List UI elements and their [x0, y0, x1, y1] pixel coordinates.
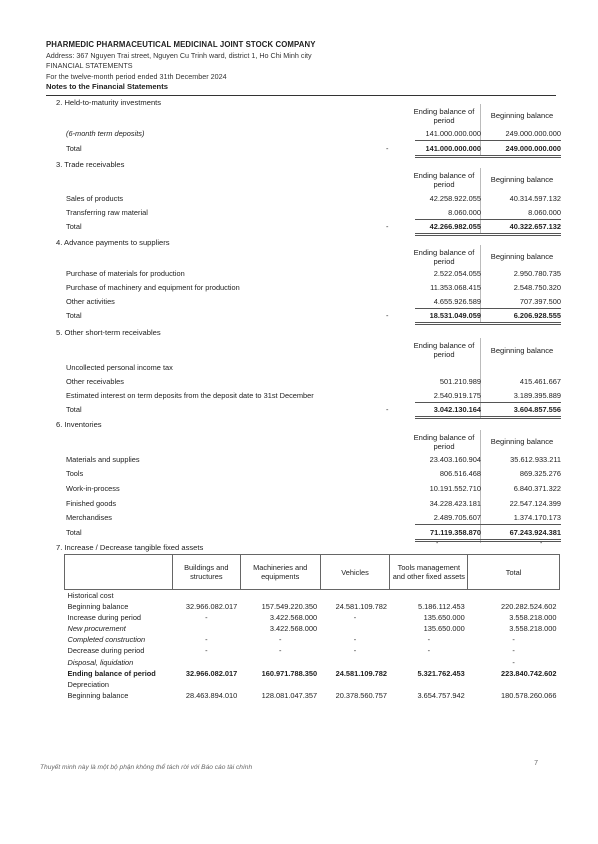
table-row: Other receivables 501.210.989 415.461.667	[66, 377, 561, 386]
row-label: New procurement	[67, 624, 126, 634]
row-label: Beginning balance	[67, 602, 129, 612]
table-cell: -	[427, 635, 431, 645]
table-cell: -	[278, 635, 282, 645]
table-cell: -	[353, 613, 357, 623]
table-row	[65, 612, 560, 623]
fixed-assets-body	[65, 590, 560, 701]
subtotal-rule	[415, 524, 561, 525]
table-cell: -	[205, 646, 208, 656]
section-title: 3. Trade receivables	[56, 160, 125, 169]
table-cell: 128.081.047.357	[261, 690, 318, 700]
header-rule	[46, 95, 556, 96]
section-title: 4. Advance payments to suppliers	[56, 238, 170, 247]
row-label: Decrease during period	[67, 646, 145, 656]
table-cell	[390, 679, 468, 690]
table-cell	[468, 679, 560, 690]
table-cell: -	[205, 635, 208, 645]
fixed-assets-table	[64, 554, 560, 701]
total-row: Total 71.119.358.870 67.243.924.381	[66, 528, 561, 537]
table-cell: -	[353, 635, 357, 645]
total-double-rule	[415, 322, 561, 325]
table-cell	[172, 656, 240, 667]
table-row: Sales of products 42.258.922.055 40.314.597.132	[66, 194, 561, 203]
company-name: PHARMEDIC PHARMACEUTICAL MEDICINAL JOINT STOCK COMPANY	[46, 40, 316, 49]
table-header-row	[65, 555, 560, 590]
notes-title: Notes to the Financial Statements	[46, 82, 168, 91]
table-cell: 3.558.218.000	[509, 624, 557, 634]
table-cell: -	[512, 635, 515, 645]
table-cell	[468, 590, 560, 602]
table-row	[65, 656, 560, 667]
row-label: Beginning balance	[67, 690, 129, 700]
document-header	[46, 40, 566, 93]
col-header-beginning: Beginning balance	[490, 346, 554, 355]
subtotal-rule	[415, 308, 561, 309]
table-cell: 3.654.757.942	[417, 690, 465, 700]
table-cell: 135.650.000	[423, 613, 465, 623]
section-title: 6. Inventories	[56, 420, 102, 429]
col-header-ending: Ending balance of period	[413, 248, 475, 266]
table-cell: 5.186.112.453	[418, 602, 465, 612]
table-row	[65, 601, 560, 612]
table-cell: 135.650.000	[423, 624, 465, 634]
table-cell: 157.549.220.350	[261, 602, 318, 612]
table-cell: 20.378.560.757	[335, 690, 387, 700]
col-header-ending: Ending balance of period	[413, 171, 475, 189]
table-cell	[172, 679, 240, 690]
table-cell	[240, 679, 320, 690]
table-cell: 32.966.082.017	[185, 602, 238, 612]
table-row	[65, 679, 560, 690]
table-cell: 24.581.109.782	[335, 668, 387, 678]
table-row: Purchase of materials for production 2.522.054.055 2.950.780.735	[66, 269, 561, 278]
section-title: 5. Other short-term receivables	[56, 328, 161, 337]
total-double-rule	[415, 416, 561, 419]
table-row: Tools 806.516.468 869.325.276	[66, 469, 561, 478]
table-cell: -	[353, 646, 357, 656]
subtotal-rule	[415, 402, 561, 403]
table-row: (6-month term deposits) 141.000.000.000 249.000.000.000	[66, 129, 561, 138]
table-row: Work-in-process 10.191.552.710 6.840.371.322	[66, 484, 561, 493]
table-cell: 223.840.742.602	[501, 668, 557, 678]
col-header-ending: Ending balance of period	[413, 341, 475, 359]
table-cell	[390, 590, 468, 602]
table-row: Uncollected personal income tax	[66, 363, 173, 372]
table-cell: 24.581.109.782	[335, 602, 387, 612]
statement-title: FINANCIAL STATEMENTS	[46, 61, 133, 70]
table-cell: -	[512, 646, 515, 656]
total-row: Total - 141.000.000.000 249.000.000.000	[66, 144, 561, 153]
total-row: Total - 3.042.130.164 3.604.857.556	[66, 405, 561, 414]
table-cell: -	[205, 613, 208, 623]
table-cell: 32.966.082.017	[185, 668, 238, 678]
table-row: Estimated interest on term deposits from the deposit date to 31st December 2.540.919.175 3.189.395.889	[66, 391, 561, 400]
total-double-rule	[415, 233, 561, 236]
col-header-beginning: Beginning balance	[490, 111, 554, 120]
table-row	[65, 623, 560, 634]
col-header-beginning: Beginning balance	[490, 175, 554, 184]
table-cell: 180.578.260.066	[501, 690, 557, 700]
table-row: Other activities 4.655.926.589 707.397.500	[66, 297, 561, 306]
page-number: 7	[534, 760, 538, 767]
table-row	[65, 634, 560, 645]
table-cell	[172, 623, 240, 634]
table-cell: -	[427, 646, 431, 656]
subtotal-rule	[415, 219, 561, 220]
company-address: Address: 367 Nguyen Trai street, Nguyen Cu Trinh ward, district 1, Ho Chi Minh city	[46, 50, 312, 60]
total-row: Total - 42.266.982.055 40.322.657.132	[66, 222, 561, 231]
table-cell: -	[278, 646, 282, 656]
table-cell: 220.282.524.602	[501, 602, 557, 612]
table-cell	[320, 590, 390, 602]
table-cell: 3.558.218.000	[509, 613, 557, 623]
dash-mark: -	[540, 540, 543, 547]
table-row: Merchandises 2.489.705.607 1.374.170.173	[66, 513, 561, 522]
table-cell: 28.463.894.010	[185, 690, 238, 700]
row-label: Depreciation	[67, 679, 109, 689]
table-row: Finished goods 34.228.423.181 22.547.124.399	[66, 499, 561, 508]
row-label: Ending balance of period	[67, 668, 156, 678]
table-cell: 3.422.568.000	[269, 624, 318, 634]
col-header-ending: Ending balance of period	[413, 433, 475, 451]
row-label: Disposal, liquidation	[67, 657, 134, 667]
table-cell	[390, 656, 468, 667]
dash-mark: -	[436, 540, 439, 547]
row-label: Historical cost	[67, 591, 114, 600]
table-cell: -	[512, 657, 515, 667]
col-header	[65, 555, 173, 590]
row-label: Increase during period	[67, 613, 142, 623]
col-header: Total	[468, 555, 560, 590]
table-row	[65, 668, 560, 679]
total-row: Total - 18.531.049.059 6.206.928.555	[66, 311, 561, 320]
section-title: 2. Held-to-maturity investments	[56, 98, 162, 107]
col-header-beginning: Beginning balance	[490, 252, 554, 261]
section-title: 7. Increase / Decrease tangible fixed assets	[56, 543, 204, 552]
footer-note: Thuyết minh này là một bộ phận không thể tách rời với Báo cáo tài chính	[40, 764, 253, 771]
col-header: Machineries and equipments	[240, 555, 320, 590]
col-header: Vehicles	[320, 555, 390, 590]
table-row: Transferring raw material 8.060.000 8.060.000	[66, 208, 561, 217]
col-header-ending: Ending balance of period	[413, 107, 475, 125]
table-cell	[320, 679, 390, 690]
table-row: Materials and supplies 23.403.160.904 35.612.933.211	[66, 455, 561, 464]
table-cell	[172, 590, 240, 602]
table-row	[65, 645, 560, 656]
subtotal-rule	[415, 140, 561, 141]
row-label: Completed construction	[67, 635, 146, 645]
table-cell	[240, 590, 320, 602]
table-cell: 5.321.762.453	[417, 668, 465, 678]
total-double-rule	[415, 155, 561, 158]
table-row: Purchase of machinery and equipment for production 11.353.068.415 2.548.750.320	[66, 283, 561, 292]
table-cell: 160.971.788.350	[261, 668, 318, 678]
col-header: Tools management and other fixed assets	[390, 555, 468, 590]
table-row	[65, 690, 560, 701]
table-row	[65, 590, 560, 602]
table-cell	[320, 623, 390, 634]
col-header-beginning: Beginning balance	[490, 437, 554, 446]
table-cell: 3.422.568.000	[269, 613, 318, 623]
table-cell	[240, 656, 320, 667]
col-header: Buildings and structures	[172, 555, 240, 590]
period-text: For the twelve-month period ended 31th December 2024	[46, 71, 227, 81]
table-cell	[320, 656, 390, 667]
